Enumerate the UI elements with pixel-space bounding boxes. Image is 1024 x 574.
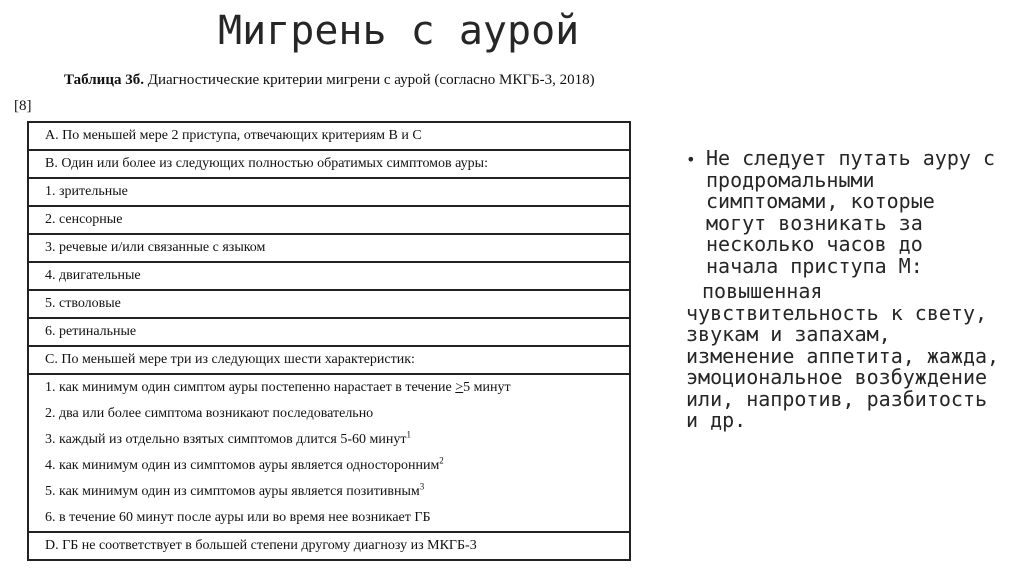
reference-marker: [8] <box>14 98 32 114</box>
criterion-c: C. По меньшей мере три из следующих шести характеристик: <box>28 346 630 374</box>
criterion-c-item-tail: 5 минут <box>463 380 511 395</box>
table-row <box>28 122 630 150</box>
table-row <box>28 505 630 532</box>
footnote-marker: 1 <box>406 429 411 440</box>
bullet-continuation: повышенная чувствительность к свету, звукам и запахам, изменение аппетита, жажда, эмоциональное возбуждение или, напротив, разбитость и др. <box>686 279 1000 432</box>
table-row <box>28 318 630 346</box>
criterion-c-item <box>28 427 630 453</box>
table-row <box>28 401 630 427</box>
notes-panel <box>686 148 1006 432</box>
criterion-c-item-text: 4. как минимум один из симптомов ауры является односторонним <box>45 458 440 473</box>
table-row <box>28 234 630 262</box>
slide-title: Мигрень с аурой <box>218 8 580 54</box>
criterion-c-item <box>28 479 630 505</box>
table-caption-label: Таблица 3б. <box>64 72 144 88</box>
table-row <box>28 346 630 374</box>
greater-equal-sign: > <box>455 380 464 395</box>
table-row <box>28 453 630 479</box>
table-row <box>28 479 630 505</box>
criterion-b-item: 4. двигательные <box>28 262 630 290</box>
bullet-dot-icon: • <box>686 150 696 169</box>
table-row <box>28 206 630 234</box>
criterion-c-item: 6. в течение 60 минут после ауры или во время нее возникает ГБ <box>28 505 630 532</box>
criterion-c-item: 2. два или более симптома возникают последовательно <box>28 401 630 427</box>
table-row <box>28 374 630 401</box>
table-row <box>28 150 630 178</box>
criterion-a: A. По меньшей мере 2 приступа, отвечающих критериям B и C <box>28 122 630 150</box>
bullet-item <box>686 148 1006 277</box>
criterion-b-item: 2. сенсорные <box>28 206 630 234</box>
criterion-c-item <box>28 453 630 479</box>
criterion-c-item-text: 1. как минимум один симптом ауры постепенно нарастает в течение <box>45 380 456 395</box>
table-row <box>28 290 630 318</box>
table-row <box>28 427 630 453</box>
table-caption <box>64 72 595 89</box>
criterion-c-item-text: 3. каждый из отдельно взятых симптомов длится 5-60 минут <box>45 432 407 447</box>
table-row <box>28 532 630 560</box>
criterion-c-item <box>28 374 630 401</box>
criterion-b: B. Один или более из следующих полностью обратимых симптомов ауры: <box>28 150 630 178</box>
table-row <box>28 178 630 206</box>
criterion-b-item: 3. речевые и/или связанные с языком <box>28 234 630 262</box>
criterion-d: D. ГБ не соответствует в большей степени другому диагнозу из МКГБ-3 <box>28 532 630 560</box>
criteria-table <box>27 121 631 561</box>
criterion-b-item: 5. стволовые <box>28 290 630 318</box>
footnote-marker: 3 <box>419 481 425 492</box>
table-row <box>28 262 630 290</box>
table-caption-text: Диагностические критерии мигрени с аурой (согласно МКГБ-3, 2018) <box>143 72 595 88</box>
criterion-c-item-text: 5. как минимум один из симптомов ауры является позитивным <box>45 484 420 499</box>
criterion-b-item: 1. зрительные <box>28 178 630 206</box>
criterion-b-item: 6. ретинальные <box>28 318 630 346</box>
bullet-text: Не следует путать ауру с продромальными симптомами, которые могут возникать за несколько часов до начала приступа М: <box>706 146 995 278</box>
footnote-marker: 2 <box>439 455 444 466</box>
